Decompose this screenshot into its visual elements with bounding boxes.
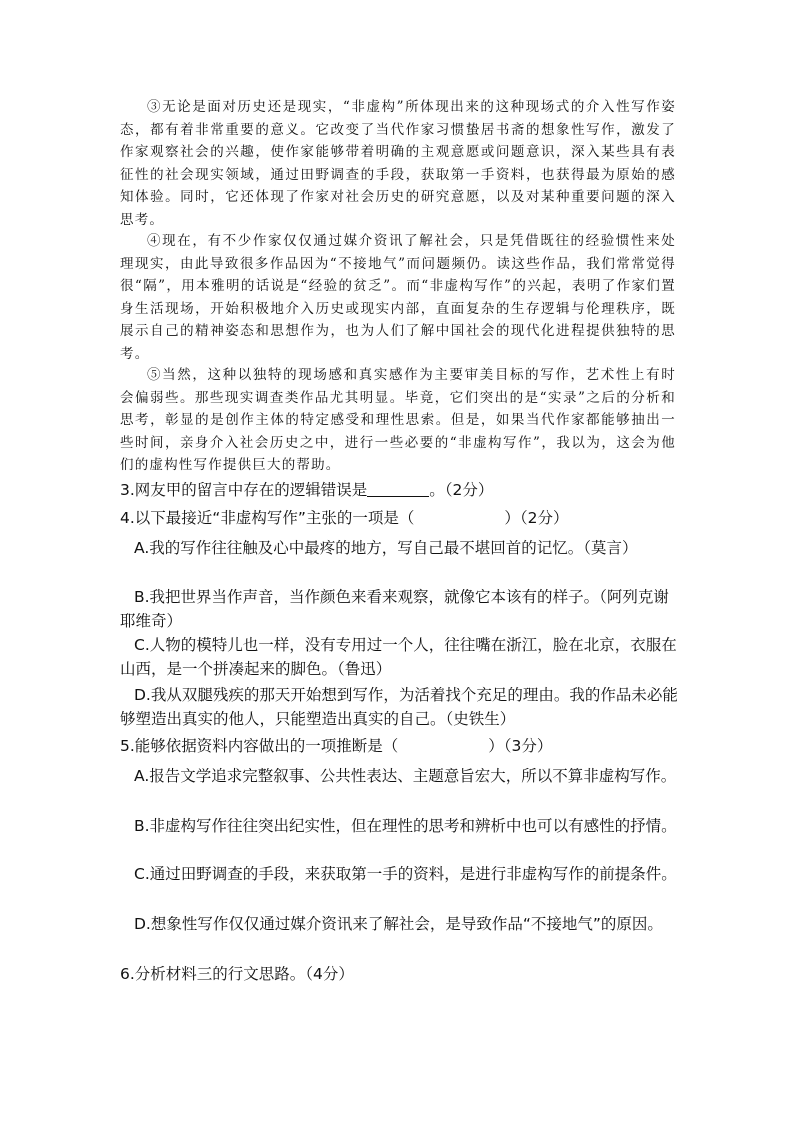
- passage-paragraph-5: ⑤当然，这种以独特的现场感和真实感作为主要审美目标的写作，艺术性上有时会偏弱些。那些现实调查类作品尤其明显。毕竟，它们突出的是“实录”之后的分析和思考，彰显的是创作主体的特定感受和理性思索。但是，如果当代作家都能够抽出一些时间，亲身介入社会历史之中，进行一些必要的“非虚构写作”，我以为，这会为他们的虚构性写作提供巨大的帮助。: [120, 367, 676, 473]
- passage-paragraph-3: ③无论是面对历史还是现实，“非虚构”所体现出来的这种现场式的介入性写作姿态，都有着非常重要的意义。它改变了当代作家习惯蛰居书斋的想象性写作，激发了作家观察社会的兴趣，使作家能够带着明确的主观意愿或问题意识，深入某些具有表征性的社会现实领域，通过田野调查的手段，获取第一手资料，也获得最为原始的感知体验。同时，它还体现了作家对社会历史的研究意愿，以及对某种重要问题的深入思考。: [120, 99, 676, 228]
- question-5-option-b: B.非虚构写作往往突出纪实性，但在理性的思考和辨析中也可以有感性的抒情。: [134, 817, 677, 835]
- question-3-points: 。（2分）: [429, 481, 494, 499]
- question-5-option-a: A.报告文学追求完整叙事、公共性表达、主题意旨宏大，所以不算非虚构写作。: [134, 767, 677, 785]
- question-5-text: 5.能够依据资料内容做出的一项推断是（: [120, 737, 399, 755]
- question-5: [120, 734, 680, 758]
- question-5-points: ）（3分）: [488, 737, 553, 755]
- question-5-option-d: D.想象性写作仅仅通过媒介资讯来了解社会，是导致作品“不接地气”的原因。: [134, 915, 663, 933]
- question-3: [120, 478, 680, 502]
- question-4-option-b: B.我把世界当作声音，当作颜色来看来观察，就像它本该有的样子。（阿列克谢耶维奇）: [120, 588, 669, 630]
- question-4-text: 4.以下最接近“非虚构写作”主张的一项是（: [120, 509, 415, 527]
- question-4: [120, 506, 680, 530]
- question-4-option-d: D.我从双腿残疾的那天开始想到写作，为活着找个充足的理由。我的作品未必能够塑造出真实的他人，只能塑造出真实的自己。（史铁生）: [120, 686, 678, 728]
- question-6: 6.分析材料三的行文思路。（4分）: [120, 965, 354, 983]
- passage-paragraph-4: ④现在，有不少作家仅仅通过媒介资讯了解社会，只是凭借既往的经验惯性来处理现实，由此导致很多作品因为“不接地气”而问题频仍。读这些作品，我们常常觉得很“隔”，用本雅明的话说是“经验的贫乏”。而“非虚构写作”的兴起，表明了作家们置身生活现场，开始积极地介入历史或现实内部，直面复杂的生存逻辑与伦理秩序，既展示自己的精神姿态和思想作为，也为人们了解中国社会的现代化进程提供独特的思考。: [120, 233, 676, 362]
- question-5-option-c: C.通过田野调查的手段，来获取第一手的资料，是进行非虚构写作的前提条件。: [134, 865, 677, 883]
- question-4-option-a: A.我的写作往往触及心中最疼的地方，写自己最不堪回首的记忆。（莫言）: [134, 539, 638, 557]
- answer-blank: [367, 480, 429, 497]
- question-4-option-c: C.人物的模特儿也一样，没有专用过一个人，往往嘴在浙江，脸在北京，衣服在山西，是一个拼凑起来的脚色。（鲁迅）: [120, 636, 677, 678]
- question-4-points: ）（2分）: [504, 509, 569, 527]
- question-3-text: 3.网友甲的留言中存在的逻辑错误是: [120, 481, 368, 499]
